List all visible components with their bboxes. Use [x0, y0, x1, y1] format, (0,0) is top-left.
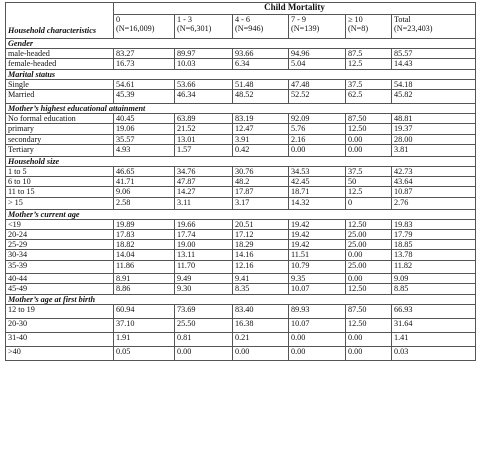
table-cell: 37.5: [346, 167, 392, 177]
section-row: [6, 209, 476, 219]
table-row: [6, 219, 476, 229]
table-cell: 0.00: [346, 273, 392, 283]
table-row: [6, 230, 476, 240]
row-label: 6 to 10: [6, 177, 114, 187]
table-cell: 0.00: [289, 144, 346, 156]
table-cell: 0.03: [392, 347, 476, 361]
table-cell: 51.48: [233, 79, 289, 89]
column-header: [114, 15, 175, 39]
row-label: male-headed: [6, 49, 114, 59]
table-cell: 85.57: [392, 49, 476, 59]
table-cell: 13.78: [392, 250, 476, 260]
table-row: [6, 134, 476, 144]
table-row: [6, 90, 476, 104]
table-cell: 48.81: [392, 114, 476, 124]
column-count: (N=16,009): [116, 24, 155, 34]
table-cell: 8.35: [233, 283, 289, 294]
table-cell: 0.05: [114, 347, 175, 361]
table-cell: 48.2: [233, 177, 289, 187]
table-cell: 3.11: [175, 197, 233, 209]
table-cell: 14.27: [175, 187, 233, 197]
table-cell: 0.42: [233, 144, 289, 156]
table-cell: 18.85: [392, 240, 476, 250]
table-cell: 19.00: [175, 240, 233, 250]
column-header: [233, 15, 289, 39]
child-mortality-table: [5, 2, 476, 361]
table-cell: 2.76: [392, 197, 476, 209]
table-row: [6, 319, 476, 333]
row-label: 20-24: [6, 230, 114, 240]
table-cell: 2.16: [289, 134, 346, 144]
row-label: 25-29: [6, 240, 114, 250]
table-cell: 47.48: [289, 79, 346, 89]
table-cell: 11.51: [289, 250, 346, 260]
table-container: [5, 2, 475, 361]
column-count: (N=139): [291, 24, 320, 34]
table-cell: 18.82: [114, 240, 175, 250]
table-cell: 53.66: [175, 79, 233, 89]
table-cell: 0.21: [233, 333, 289, 347]
table-cell: 8.86: [114, 283, 175, 294]
table-cell: 1.57: [175, 144, 233, 156]
table-cell: 12.50: [346, 283, 392, 294]
table-row: [6, 283, 476, 294]
table-cell: 6.34: [233, 59, 289, 69]
table-cell: 1.91: [114, 333, 175, 347]
table-cell: 54.18: [392, 79, 476, 89]
table-row: [6, 347, 476, 361]
table-row: [6, 114, 476, 124]
table-row: [6, 124, 476, 134]
table-cell: 94.96: [289, 49, 346, 59]
table-cell: 89.97: [175, 49, 233, 59]
table-cell: 9.41: [233, 273, 289, 283]
table-cell: 30.76: [233, 167, 289, 177]
table-cell: 34.53: [289, 167, 346, 177]
column-header: [392, 15, 476, 39]
table-cell: 19.42: [289, 230, 346, 240]
table-cell: 47.87: [175, 177, 233, 187]
table-cell: 46.34: [175, 90, 233, 104]
table-cell: 63.89: [175, 114, 233, 124]
table-cell: 10.07: [289, 319, 346, 333]
table-cell: 73.69: [175, 305, 233, 319]
table-cell: 0.00: [289, 347, 346, 361]
row-label: 11 to 15: [6, 187, 114, 197]
table-cell: 87.50: [346, 305, 392, 319]
section-row: [6, 156, 476, 166]
table-cell: 17.83: [114, 230, 175, 240]
section-title: Mother’s age at first birth: [6, 294, 476, 304]
table-cell: 50: [346, 177, 392, 187]
column-header: [346, 15, 392, 39]
table-cell: 11.70: [175, 260, 233, 273]
section-row: [6, 294, 476, 304]
table-cell: 16.38: [233, 319, 289, 333]
table-cell: 25.00: [346, 260, 392, 273]
table-cell: 37.5: [346, 79, 392, 89]
section-title: Marital status: [6, 69, 476, 79]
column-header: [175, 15, 233, 39]
table-cell: 93.66: [233, 49, 289, 59]
section-title: Mother’s current age: [6, 209, 476, 219]
section-row: [6, 104, 476, 114]
table-cell: 43.64: [392, 177, 476, 187]
table-cell: 0.00: [346, 144, 392, 156]
table-cell: 18.71: [289, 187, 346, 197]
row-label: > 15: [6, 197, 114, 209]
table-cell: 19.06: [114, 124, 175, 134]
table-cell: 13.01: [175, 134, 233, 144]
section-row: [6, 39, 476, 49]
table-cell: 45.39: [114, 90, 175, 104]
table-cell: 54.61: [114, 79, 175, 89]
row-label: 45-49: [6, 283, 114, 294]
table-cell: 48.52: [233, 90, 289, 104]
table-cell: 12.16: [233, 260, 289, 273]
table-cell: 10.07: [289, 283, 346, 294]
row-label: 40-44: [6, 273, 114, 283]
table-cell: 8.91: [114, 273, 175, 283]
table-cell: 60.94: [114, 305, 175, 319]
column-header: [289, 15, 346, 39]
table-row: [6, 273, 476, 283]
table-cell: 83.19: [233, 114, 289, 124]
row-label: No formal education: [6, 114, 114, 124]
table-cell: 13.11: [175, 250, 233, 260]
table-cell: 89.93: [289, 305, 346, 319]
row-label: Married: [6, 90, 114, 104]
table-cell: 11.86: [114, 260, 175, 273]
table-cell: 16.73: [114, 59, 175, 69]
table-cell: 25.50: [175, 319, 233, 333]
table-cell: 11.82: [392, 260, 476, 273]
table-cell: 8.85: [392, 283, 476, 294]
column-count: (N=946): [235, 24, 264, 34]
table-row: [6, 305, 476, 319]
table-cell: 12.47: [233, 124, 289, 134]
table-cell: 3.17: [233, 197, 289, 209]
row-label: <19: [6, 219, 114, 229]
row-label: Single: [6, 79, 114, 89]
table-cell: 0.00: [175, 347, 233, 361]
table-row: [6, 59, 476, 69]
row-label: 35-39: [6, 260, 114, 273]
table-cell: 46.65: [114, 167, 175, 177]
table-cell: 66.93: [392, 305, 476, 319]
row-label: 31-40: [6, 333, 114, 347]
table-cell: 12.50: [346, 219, 392, 229]
table-row: [6, 187, 476, 197]
table-cell: 21.52: [175, 124, 233, 134]
table-row: [6, 167, 476, 177]
table-cell: 42.45: [289, 177, 346, 187]
table-cell: 0.00: [233, 347, 289, 361]
table-row: [6, 260, 476, 273]
table-row: [6, 144, 476, 156]
table-cell: 14.43: [392, 59, 476, 69]
row-label: 20-30: [6, 319, 114, 333]
table-cell: 10.87: [392, 187, 476, 197]
row-label: secondary: [6, 134, 114, 144]
table-row: [6, 240, 476, 250]
column-label: 0: [116, 15, 121, 24]
table-cell: 9.06: [114, 187, 175, 197]
table-cell: 35.57: [114, 134, 175, 144]
table-cell: 83.27: [114, 49, 175, 59]
table-cell: 25.00: [346, 240, 392, 250]
table-cell: 14.16: [233, 250, 289, 260]
table-cell: 0.00: [346, 347, 392, 361]
table-cell: 12.50: [346, 319, 392, 333]
table-cell: 0.81: [175, 333, 233, 347]
table-row: [6, 197, 476, 209]
table-cell: 25.00: [346, 230, 392, 240]
table-cell: 40.45: [114, 114, 175, 124]
row-label: female-headed: [6, 59, 114, 69]
row-label: 1 to 5: [6, 167, 114, 177]
column-count: (N=23,403): [394, 24, 433, 34]
table-cell: 9.09: [392, 273, 476, 283]
table-cell: 5.04: [289, 59, 346, 69]
table-cell: 92.09: [289, 114, 346, 124]
table-row: [6, 333, 476, 347]
row-label: 30-34: [6, 250, 114, 260]
column-count: (N=8): [348, 24, 369, 34]
table-cell: 17.74: [175, 230, 233, 240]
table-cell: 87.5: [346, 49, 392, 59]
table-cell: 87.50: [346, 114, 392, 124]
table-row: [6, 250, 476, 260]
table-cell: 18.29: [233, 240, 289, 250]
table-cell: 28.00: [392, 134, 476, 144]
table-row: [6, 49, 476, 59]
table-cell: 14.04: [114, 250, 175, 260]
table-cell: 31.64: [392, 319, 476, 333]
table-cell: 52.52: [289, 90, 346, 104]
table-cell: 62.5: [346, 90, 392, 104]
table-cell: 9.30: [175, 283, 233, 294]
column-label: Total: [394, 15, 411, 24]
section-row: [6, 69, 476, 79]
section-title: Gender: [6, 39, 476, 49]
table-cell: 0.00: [346, 333, 392, 347]
table-title: Child Mortality: [114, 3, 476, 15]
table-cell: 17.79: [392, 230, 476, 240]
section-title: Household size: [6, 156, 476, 166]
table-cell: 12.5: [346, 59, 392, 69]
table-cell: 17.87: [233, 187, 289, 197]
table-cell: 9.49: [175, 273, 233, 283]
row-label: >40: [6, 347, 114, 361]
row-label: Tertiary: [6, 144, 114, 156]
table-cell: 19.37: [392, 124, 476, 134]
table-cell: 37.10: [114, 319, 175, 333]
table-cell: 41.71: [114, 177, 175, 187]
table-cell: 0.00: [346, 134, 392, 144]
row-header: Household characteristics: [6, 3, 114, 39]
table-cell: 19.83: [392, 219, 476, 229]
table-cell: 9.35: [289, 273, 346, 283]
table-cell: 2.58: [114, 197, 175, 209]
table-cell: 19.42: [289, 240, 346, 250]
table-cell: 12.50: [346, 124, 392, 134]
column-count: (N=6,301): [177, 24, 212, 34]
table-cell: 3.81: [392, 144, 476, 156]
table-cell: 1.41: [392, 333, 476, 347]
column-label: 7 - 9: [291, 15, 307, 24]
row-label: primary: [6, 124, 114, 134]
table-cell: 20.51: [233, 219, 289, 229]
column-label: 1 - 3: [177, 15, 193, 24]
table-cell: 42.73: [392, 167, 476, 177]
table-cell: 0.00: [346, 250, 392, 260]
column-label: 4 - 6: [235, 15, 251, 24]
column-label: ≥ 10: [348, 15, 363, 24]
table-cell: 34.76: [175, 167, 233, 177]
table-row: [6, 177, 476, 187]
table-cell: 45.82: [392, 90, 476, 104]
table-cell: 3.91: [233, 134, 289, 144]
section-title: Mother’s highest educational attainment: [6, 104, 476, 114]
table-cell: 10.79: [289, 260, 346, 273]
table-cell: 5.76: [289, 124, 346, 134]
table-row: [6, 79, 476, 89]
table-cell: 83.40: [233, 305, 289, 319]
table-cell: 0: [346, 197, 392, 209]
table-cell: 0.00: [289, 333, 346, 347]
row-label: 12 to 19: [6, 305, 114, 319]
table-cell: 12.5: [346, 187, 392, 197]
table-cell: 14.32: [289, 197, 346, 209]
table-cell: 4.93: [114, 144, 175, 156]
table-cell: 19.89: [114, 219, 175, 229]
table-cell: 17.12: [233, 230, 289, 240]
table-cell: 19.66: [175, 219, 233, 229]
table-cell: 19.42: [289, 219, 346, 229]
table-cell: 10.03: [175, 59, 233, 69]
